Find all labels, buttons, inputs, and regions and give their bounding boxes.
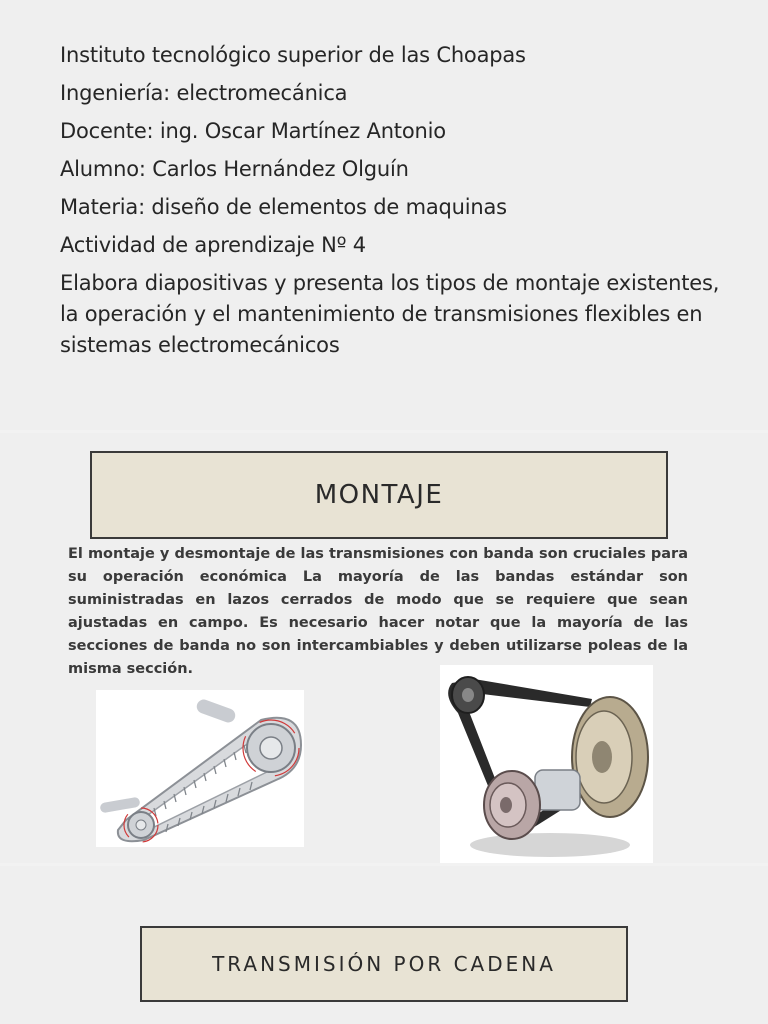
slide-cover [0, 0, 768, 430]
cadena-title: TRANSMISIÓN POR CADENA [212, 952, 556, 976]
student-line: Alumno: Carlos Hernández Olguín [60, 157, 409, 181]
chain-drive-illustration [96, 690, 304, 847]
chain-drive-image [96, 690, 304, 847]
montaje-title: MONTAJE [314, 480, 444, 510]
activity-line: Actividad de aprendizaje Nº 4 [60, 233, 366, 257]
belt-drive-image [440, 665, 653, 863]
assignment-line: Elabora diapositivas y presenta los tipos de montaje existentes, la operación y el mantenimiento de transmisiones flexibles en sistemas electromecánicos [60, 271, 720, 357]
institute-line: Instituto tecnológico superior de las Choapas [60, 43, 526, 67]
slide-montaje [0, 433, 768, 863]
subject-line: Materia: diseño de elementos de maquinas [60, 195, 507, 219]
cover-info [60, 40, 740, 368]
montaje-title-box [90, 451, 668, 539]
engineering-line: Ingeniería: electromecánica [60, 81, 348, 105]
cadena-title-box [140, 926, 628, 1002]
teacher-line: Docente: ing. Oscar Martínez Antonio [60, 119, 446, 143]
belt-drive-illustration [440, 665, 653, 863]
slide-cadena [0, 866, 768, 1024]
montaje-paragraph: El montaje y desmontaje de las transmisiones con banda son cruciales para su operación económica La mayoría de las bandas estándar son suministradas en lazos cerrados de modo que se requiere que sean ajustadas en campo. Es necesario hacer notar que la mayoría de las secciones de banda no son intercambiables y deben utilizarse poleas de la misma sección. [68, 546, 688, 677]
